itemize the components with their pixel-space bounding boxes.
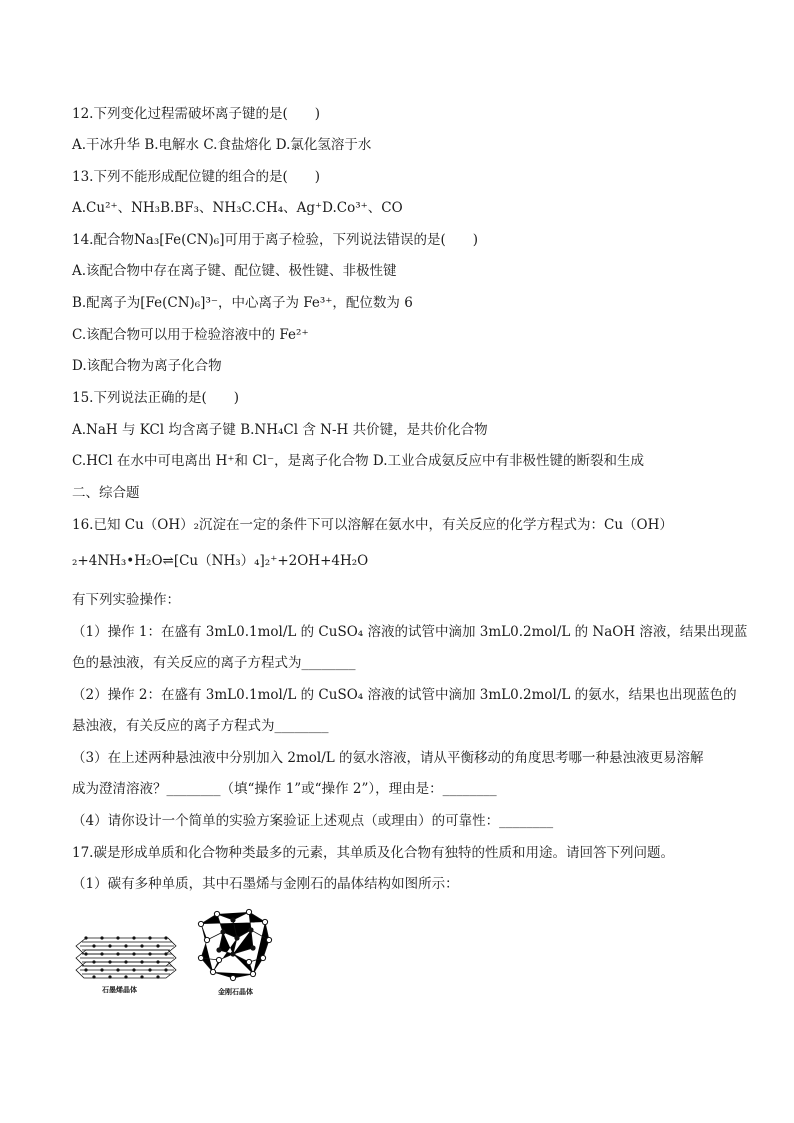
q14-option-d: D.该配合物为离子化合物 xyxy=(72,358,222,374)
q16-part1-line1: （1）操作 1：在盛有 3mL0.1mol/L 的 CuSO₄ 溶液的试管中滴加 3mL0.2mol/L 的 NaOH 溶液，结果出现蓝 xyxy=(72,624,748,640)
q17-stem: 17.碳是形成单质和化合物种类最多的元素，其单质及化合物有独特的性质和用途。请回答下列问题。 xyxy=(72,845,674,861)
q14-option-a: A.该配合物中存在离子键、配位键、极性键、非极性键 xyxy=(72,263,397,279)
q16-part3-line1: （3）在上述两种悬浊液中分别加入 2mol/L 的氨水溶液，请从平衡移动的角度思考哪一种悬浊液更易溶解 xyxy=(72,750,704,766)
q14-stem: 14.配合物Na₃[Fe(CN)₆]可用于离子检验，下列说法错误的是( ) xyxy=(72,232,479,248)
diamond-caption: 金刚石晶体 xyxy=(218,988,253,996)
q16-part3-line2: 成为澄清溶液？________（填“操作 1”或“操作 2”），理由是：________ xyxy=(72,781,497,797)
q16-intro: 有下列实验操作： xyxy=(72,592,180,608)
q12-stem: 12.下列变化过程需破坏离子键的是( ) xyxy=(72,106,321,122)
section-title: 二、综合题 xyxy=(72,485,140,501)
q17-part1: （1）碳有多种单质，其中石墨烯与金刚石的晶体结构如图所示： xyxy=(72,876,459,892)
q15-options-cd: C.HCl 在水中可电离出 H⁺和 Cl⁻，是离子化合物 D.工业合成氨反应中有非极性键的断裂和生成 xyxy=(72,453,645,469)
q16-part2-line2: 悬浊液，有关反应的离子方程式为________ xyxy=(72,718,329,734)
q16-part4: （4）请你设计一个简单的实验方案验证上述观点（或理由）的可靠性：________ xyxy=(72,813,554,829)
q14-option-b: B.配离子为[Fe(CN)₆]³⁻，中心离子为 Fe³⁺，配位数为 6 xyxy=(72,295,413,311)
diamond-structure-diagram xyxy=(193,906,275,984)
q15-stem: 15.下列说法正确的是( ) xyxy=(72,390,240,406)
q12-options: A.干冰升华 B.电解水 C.食盐熔化 D.氯化氢溶于水 xyxy=(72,137,372,153)
q16-line1: 16.已知 Cu（OH）₂沉淀在一定的条件下可以溶解在氨水中，有关反应的化学方程式为：Cu（OH） xyxy=(72,517,673,533)
diamond-figure xyxy=(193,906,275,984)
graphene-structure-diagram xyxy=(72,930,180,980)
q16-part1-line2: 色的悬浊液，有关反应的离子方程式为________ xyxy=(72,655,356,671)
q16-part2-line1: （2）操作 2：在盛有 3mL0.1mol/L 的 CuSO₄ 溶液的试管中滴加 3mL0.2mol/L 的氨水，结果也出现蓝色的 xyxy=(72,687,737,703)
q13-options: A.Cu²⁺、NH₃B.BF₃、NH₃C.CH₄、Ag⁺D.Co³⁺、CO xyxy=(72,200,403,216)
graphene-caption: 石墨烯晶体 xyxy=(102,986,137,994)
q13-stem: 13.下列不能形成配位键的组合的是( ) xyxy=(72,169,321,185)
q14-option-c: C.该配合物可以用于检验溶液中的 Fe²⁺ xyxy=(72,327,309,343)
q15-options-ab: A.NaH 与 KCl 均含离子键 B.NH₄Cl 含 N-H 共价键，是共价化合物 xyxy=(72,422,488,438)
graphene-figure xyxy=(72,930,180,980)
q16-equation: ₂+4NH₃•H₂O⇌[Cu（NH₃）₄]₂⁺+2OH+4H₂O xyxy=(72,553,369,569)
